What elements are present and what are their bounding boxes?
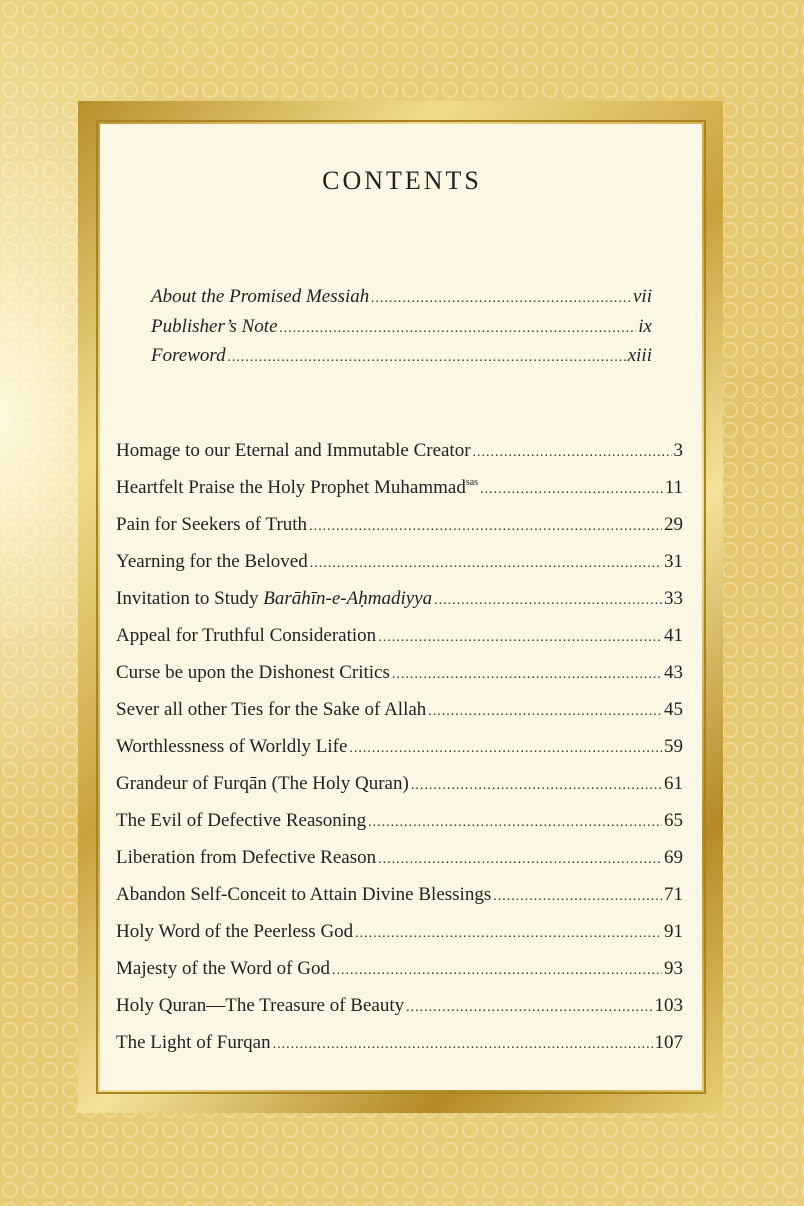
leader-dots — [406, 1000, 652, 1016]
toc-entry-page: 41 — [664, 625, 683, 646]
toc-entry-title: The Light of Furqan — [116, 1032, 271, 1053]
toc-entry-title: Foreword — [151, 345, 226, 366]
leader-dots — [428, 704, 662, 720]
leader-dots — [378, 852, 662, 868]
toc-entry-title: Yearning for the Beloved — [116, 551, 308, 572]
toc-entry-title: Pain for Seekers of Truth — [116, 514, 308, 535]
toc-entry-title: Curse be upon the Dishonest Critics — [116, 662, 390, 683]
toc-entry-page: xiii — [627, 345, 652, 366]
toc-entry — [116, 625, 683, 647]
toc-entry-page: 29 — [664, 514, 683, 535]
toc-entry-title: Liberation from Defective Reason — [116, 847, 377, 868]
toc-entry-page: 11 — [664, 477, 683, 498]
leader-dots — [473, 445, 672, 461]
toc-entry — [116, 1032, 683, 1054]
leader-dots — [434, 593, 662, 609]
toc-entry — [116, 847, 683, 869]
leader-dots — [309, 519, 662, 535]
toc-entry — [151, 345, 652, 367]
toc-entry — [151, 316, 652, 338]
toc-entry-page: 65 — [664, 810, 683, 831]
leader-dots — [411, 778, 662, 794]
toc-entry-page: 103 — [654, 995, 683, 1016]
toc-entry-title: Holy Quran—The Treasure of Beauty — [116, 995, 405, 1016]
toc-entry-title: Publisher’s Note — [151, 316, 278, 337]
leader-dots — [280, 321, 637, 337]
toc-entry-title: Holy Word of the Peerless God — [116, 921, 354, 942]
toc-entry — [116, 921, 683, 943]
honorific-superscript: sas — [465, 477, 479, 488]
toc-entry — [116, 736, 683, 758]
toc-entry-title: Appeal for Truthful Consideration — [116, 625, 377, 646]
toc-entry-page: 61 — [664, 773, 683, 794]
toc-entry-page: 43 — [664, 662, 683, 683]
toc-entry — [116, 884, 683, 906]
toc-entry-page: 3 — [673, 440, 683, 461]
toc-entry-page: ix — [638, 316, 652, 337]
toc-entry-title-text: Invitation to Study — [116, 588, 264, 609]
toc-entry-page: 91 — [664, 921, 683, 942]
toc-entry-page: 69 — [664, 847, 683, 868]
toc-entry — [116, 995, 683, 1017]
leader-dots — [310, 556, 662, 572]
leader-dots — [368, 815, 662, 831]
toc-entry-page: 59 — [664, 736, 683, 757]
toc-entry — [116, 773, 683, 795]
toc-entry-page: 45 — [664, 699, 683, 720]
toc-entry-page: vii — [633, 286, 652, 307]
toc-entry-title: About the Promised Messiah — [151, 286, 370, 307]
toc-entry — [116, 588, 683, 610]
leader-dots — [355, 926, 662, 942]
toc-entry — [116, 440, 683, 462]
toc-entry-title: Abandon Self-Conceit to Attain Divine Blessings — [116, 884, 492, 905]
toc-entry-title: Majesty of the Word of God — [116, 958, 330, 979]
toc-entry-page: 107 — [654, 1032, 683, 1053]
leader-dots — [349, 741, 662, 757]
toc-entry — [116, 514, 683, 536]
toc-entry-title-italic: Barāhīn-e-Aḥmadiyya — [263, 588, 433, 609]
toc-entry — [151, 286, 652, 308]
toc-entry-title — [116, 588, 432, 610]
toc-entry — [116, 810, 683, 832]
leader-dots — [273, 1037, 653, 1053]
toc-entry — [116, 477, 683, 499]
toc-entry — [116, 699, 683, 721]
toc-entry — [116, 551, 683, 573]
toc-entry-title-text: Heartfelt Praise the Holy Prophet Muhammad — [116, 477, 466, 498]
leader-dots — [332, 963, 662, 979]
toc-entry — [116, 958, 683, 980]
toc-entry-title: Grandeur of Furqān (The Holy Quran) — [116, 773, 409, 794]
leader-dots — [378, 630, 662, 646]
toc-entry-title: Worthlessness of Worldly Life — [116, 736, 348, 757]
leader-dots — [228, 350, 626, 366]
toc-entry-page: 33 — [664, 588, 683, 609]
leader-dots — [392, 667, 662, 683]
leader-dots — [480, 482, 663, 498]
toc-entry-page: 31 — [664, 551, 683, 572]
toc-entry — [116, 662, 683, 684]
page-title: CONTENTS — [322, 166, 482, 195]
leader-dots — [493, 889, 662, 905]
toc-entry-title: Sever all other Ties for the Sake of Allah — [116, 699, 427, 720]
toc-entry-page: 71 — [664, 884, 683, 905]
toc-entry-page: 93 — [664, 958, 683, 979]
leader-dots — [371, 291, 631, 307]
toc-entry-title — [116, 477, 478, 499]
toc-entry-title: Homage to our Eternal and Immutable Creator — [116, 440, 471, 461]
toc-entry-title: The Evil of Defective Reasoning — [116, 810, 367, 831]
